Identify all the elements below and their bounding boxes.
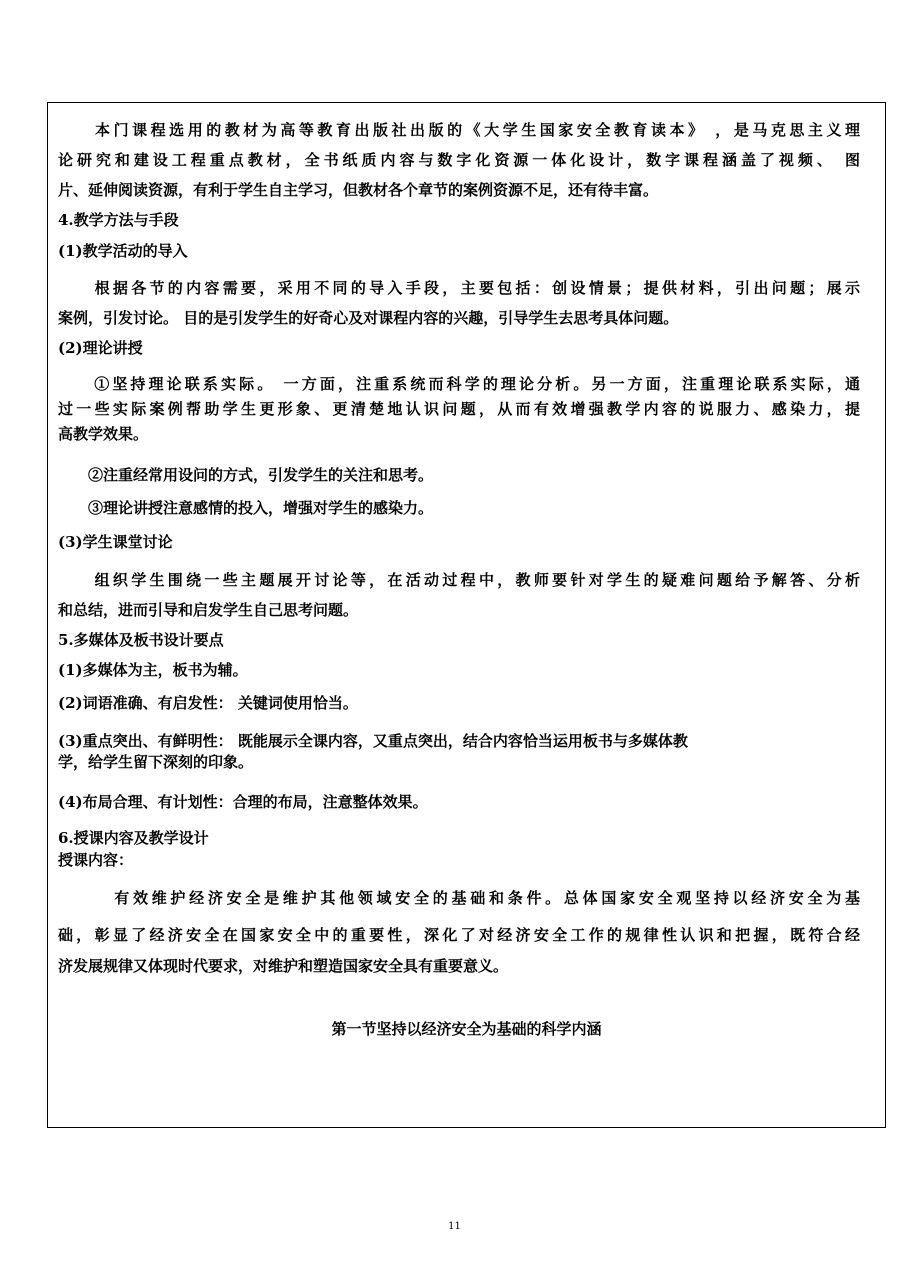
section-4-heading: 4.教学方法与手段 <box>58 211 179 229</box>
section-5-item-3-line-2: 学，给学生留下深刻的印象。 <box>58 753 254 771</box>
section-4-2-heading: (2)理论讲授 <box>58 339 143 357</box>
section-4-3-line-1: 组织学生围绕一些主题展开讨论等，在活动过程中，教师要针对学生的疑难问题给予解答、分析 <box>58 571 860 589</box>
intro-line-2: 论研究和建设工程重点教材，全书纸质内容与数字化资源一体化设计，数字课程涵盖了视频、 图 <box>58 151 860 169</box>
section-4-2-p1-line-3: 高教学效果。 <box>58 425 149 443</box>
page-number: 11 <box>448 1221 461 1232</box>
section-4-3-heading: (3)学生课堂讨论 <box>58 533 173 551</box>
section-4-1-line-1: 根据各节的内容需要，采用不同的导入手段，主要包括：创设情景；提供材料，引出问题；展示 <box>58 279 860 297</box>
section-4-2-p3: ③理论讲授注意感情的投入，增强对学生的感染力。 <box>58 499 434 517</box>
section-4-2-p2: ②注重经常用设问的方式，引发学生的关注和思考。 <box>58 466 434 484</box>
section-5-item-2: (2)词语准确、有启发性： 关键词使用恰当。 <box>58 694 358 712</box>
section-5-item-1: (1)多媒体为主，板书为辅。 <box>58 661 248 679</box>
section-4-1-heading: (1)教学活动的导入 <box>58 242 188 260</box>
intro-line-1: 本门课程选用的教材为高等教育出版社出版的《大学生国家安全教育读本》 ，是马克思主义理 <box>58 121 860 139</box>
section-4-2-p1-line-1: ①坚持理论联系实际。 一方面，注重系统而科学的理论分析。另一方面，注重理论联系实际，通 <box>58 375 860 393</box>
section-6-line-1: 有效维护经济安全是维护其他领域安全的基础和条件。总体国家安全观坚持以经济安全为基 <box>58 889 860 907</box>
section-6-line-2: 础，彰显了经济安全在国家安全中的重要性，深化了对经济安全工作的规律性认识和把握，既符合经 <box>58 926 860 944</box>
section-6-line-3: 济发展规律又体现时代要求，对维护和塑造国家安全具有重要意义。 <box>58 957 509 975</box>
section-4-2-p1-line-2: 过一些实际案例帮助学生更形象、更清楚地认识问题，从而有效增强教学内容的说服力、感染力，提 <box>58 400 860 418</box>
section-5-item-3-line-1: (3)重点突出、有鲜明性： 既能展示全课内容，又重点突出，结合内容恰当运用板书与多媒体教 <box>58 732 688 750</box>
section-title: 第一节坚持以经济安全为基础的科学内涵 <box>331 1020 602 1038</box>
section-5-heading: 5.多媒体及板书设计要点 <box>58 631 224 649</box>
section-5-item-4: (4)布局合理、有计划性：合理的布局，注意整体效果。 <box>58 793 428 811</box>
section-6-label: 授课内容： <box>58 851 134 869</box>
intro-line-3: 片、延伸阅读资源，有利于学生自主学习，但教材各个章节的案例资源不足，还有待丰富。 <box>58 181 659 199</box>
section-4-3-line-2: 和总结，进而引导和启发学生自己思考问题。 <box>58 601 359 619</box>
section-4-1-line-2: 案例，引发讨论。 目的是引发学生的好奇心及对课程内容的兴趣，引导学生去思考具体问题。 <box>58 309 679 327</box>
section-6-heading: 6.授课内容及教学设计 <box>58 829 209 847</box>
